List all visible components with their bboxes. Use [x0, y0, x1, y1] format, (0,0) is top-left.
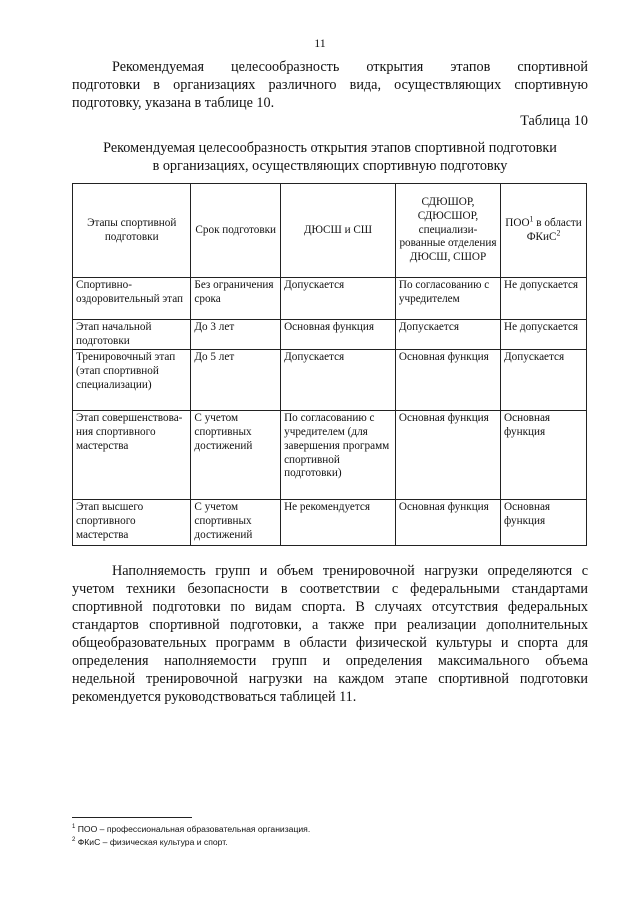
table-cell: До 5 лет	[191, 350, 281, 411]
table-cell: Этап начальной подготовки	[73, 320, 191, 350]
table-row	[73, 500, 587, 546]
intro-paragraph	[72, 58, 588, 112]
table-cell: Основная функция	[281, 320, 396, 350]
table-cell: Тренировочный этап (этап спортивной специализации)	[73, 350, 191, 411]
table-cell: Допускается	[501, 350, 587, 411]
intro-line: подготовку, указана в таблице 10.	[72, 95, 275, 111]
footnote-text: ФКиС – физическая культура и спорт.	[75, 837, 228, 847]
footnote-divider	[72, 817, 192, 818]
table-cell: Спортивно-оздоровительный этап	[73, 278, 191, 320]
intro-line: подготовки в организациях различного вида, осуществляющих спортивную	[72, 77, 588, 93]
table-cell: Не рекомендуется	[281, 500, 396, 546]
table-title	[72, 139, 588, 175]
footnote-ref-1: 1	[529, 214, 534, 224]
footnote-ref-2: 2	[556, 227, 561, 237]
table-cell: Основная функция	[501, 411, 587, 500]
table-cell: Не допускается	[501, 278, 587, 320]
table-title-line: Рекомендуемая целесообразность открытия этапов спортивной подготовки	[103, 140, 557, 156]
table-cell: Основная функция	[395, 411, 500, 500]
table-cell: До 3 лет	[191, 320, 281, 350]
closing-line: спортивной подготовки по видам спорта. В случаях отсутствия федеральных	[72, 599, 588, 615]
table-cell: Этап высшего спортивного мастерства	[73, 500, 191, 546]
table-title-line: в организациях, осуществляющих спортивную подготовку	[152, 158, 508, 174]
page-number: 11	[314, 36, 326, 50]
table-cell: Этап совершенствова-ния спортивного мастерства	[73, 411, 191, 500]
table-cell: Допускается	[281, 350, 396, 411]
table-cell: Без ограничения срока	[191, 278, 281, 320]
closing-line: Наполняемость групп и объем тренировочной нагрузки определяются с	[112, 563, 588, 579]
table-cell: Основная функция	[395, 500, 500, 546]
table-cell: Допускается	[281, 278, 396, 320]
table-row	[73, 350, 587, 411]
table-row	[73, 278, 587, 320]
table-cell: Основная функция	[501, 500, 587, 546]
closing-paragraph	[72, 562, 588, 706]
table-cell: Допускается	[395, 320, 500, 350]
footnotes	[72, 823, 310, 849]
intro-line: Рекомендуемая целесообразность открытия этапов спортивной	[112, 59, 588, 75]
header-poo-area: в области ФКиС	[526, 216, 582, 243]
table-cell: Основная функция	[395, 350, 500, 411]
table-cell: С учетом спортивных достижений	[191, 500, 281, 546]
closing-line: рекомендуется руководствоваться таблицей 11.	[72, 689, 357, 705]
table-label: Таблица 10	[520, 113, 588, 129]
table-cell: По согласованию с учредителем (для завершения программ спортивной подготовки)	[281, 411, 396, 500]
stages-table	[72, 183, 587, 546]
header-poo-label: ПОО	[505, 216, 530, 229]
header-stages: Этапы спортивной подготовки	[73, 184, 191, 278]
closing-line: определения наполняемости групп и определения максимального объема	[72, 653, 588, 669]
header-term: Срок подготовки	[191, 184, 281, 278]
closing-line: стандартов спортивной подготовки, а также при реализации дополнительных	[72, 617, 588, 633]
header-poo	[501, 184, 587, 278]
table-row	[73, 320, 587, 350]
table-row	[73, 411, 587, 500]
table-cell: Не допускается	[501, 320, 587, 350]
closing-line: общеобразовательных программ в области физической культуры и спорта для	[72, 635, 588, 651]
closing-line: учетом техники безопасности в соответствии с федеральными стандартами	[72, 581, 588, 597]
footnote-text: ПОО – профессиональная образовательная организация.	[75, 824, 311, 834]
closing-line: недельной тренировочной нагрузки на каждом этапе спортивной подготовки	[72, 671, 588, 687]
table-header-row	[73, 184, 587, 278]
table-cell: По согласованию с учредителем	[395, 278, 500, 320]
footnote-2	[72, 836, 310, 849]
header-dyussh: ДЮСШ и СШ	[281, 184, 396, 278]
footnote-mark: 1	[72, 824, 76, 831]
table-cell: С учетом спортивных достижений	[191, 411, 281, 500]
footnote-mark: 2	[72, 837, 76, 844]
header-sdyushor: СДЮШОР, СДЮСШОР, специализи-рованные отделения ДЮСШ, СШОР	[395, 184, 500, 278]
footnote-1	[72, 823, 310, 836]
